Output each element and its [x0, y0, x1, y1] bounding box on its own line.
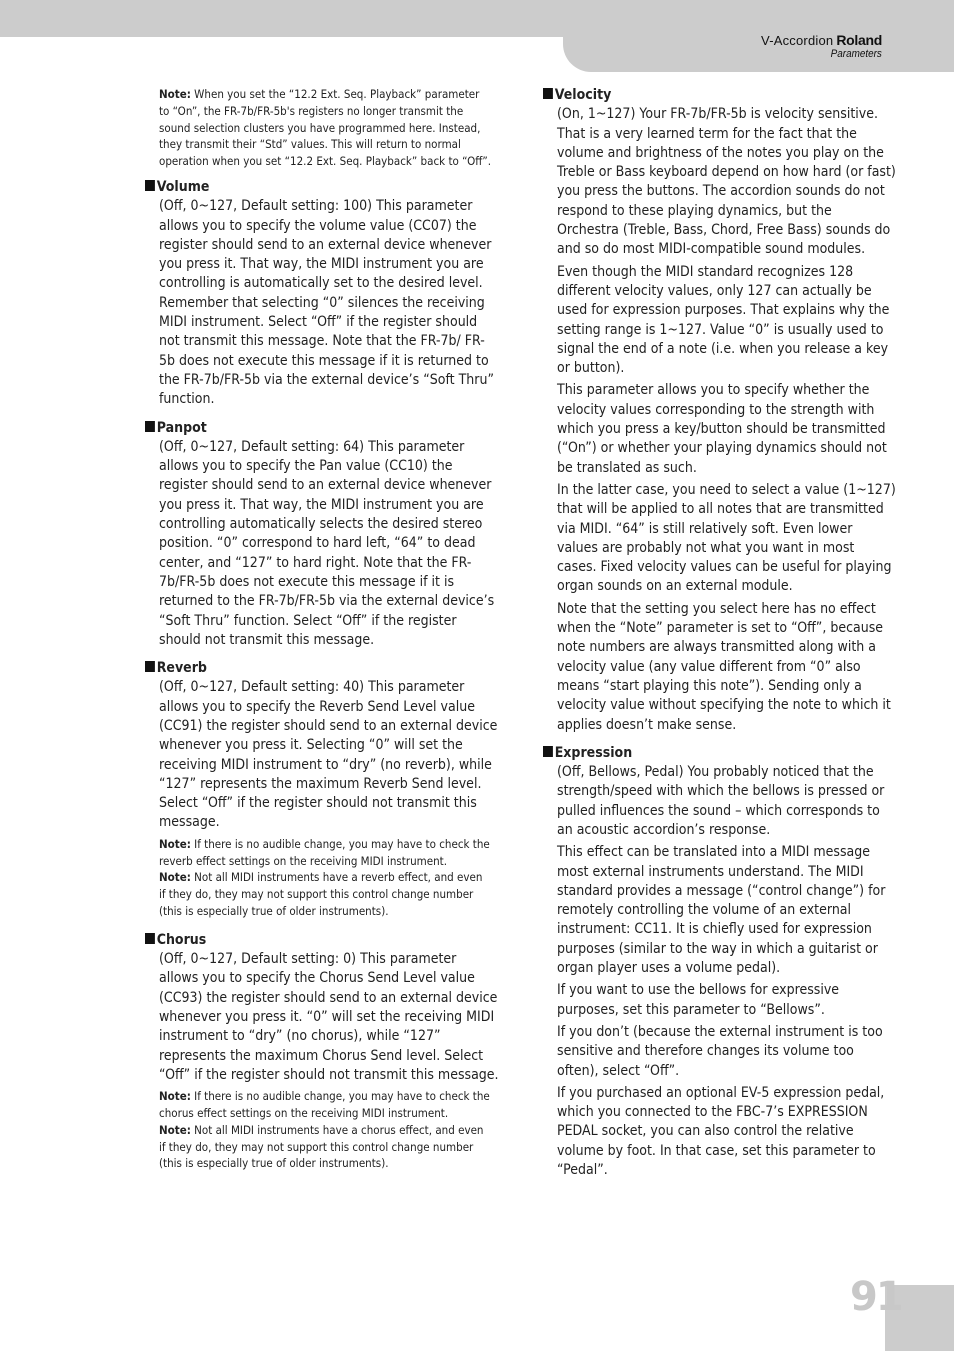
note-label: Note: [159, 1089, 191, 1104]
section-volume [145, 178, 494, 410]
heading-panpot: Panpot [145, 419, 487, 438]
note-text: Not all MIDI instruments have a reverb effect, and even if they do, they may not support this control change number (this is especially true of older instruments). [159, 870, 483, 918]
chorus-notes [145, 1088, 490, 1172]
velocity-paragraph: In the latter case, you need to select a value (1~127) that will be applied to all notes that are transmitted via MIDI. “64” is still relatively soft. Even lower values are probably not what you want in most cases. Fixed velocity values can be useful for playing organ sounds on an external module. [557, 481, 896, 595]
note-text: If there is no audible change, you may have to check the reverb effect settings on the receiving MIDI instrument. [159, 836, 490, 868]
section-chorus [145, 931, 499, 1085]
velocity-paragraph: This parameter allows you to specify whether the velocity values corresponding to the strength with which you press a key/button should be transmitted (“On”) or whether your playing dynamics should not be translated as such. [557, 382, 887, 476]
volume-text: (Off, 0~127, Default setting: 100) This parameter allows you to specify the volume value (CC07) the register should send to an external device whenever you press it. That way, the MIDI instrument you are controlling is automatically set to the desired level. Remember that selecting “0” silences the receiving MIDI instrument. Select “Off” if the register should not transmit this message. Note that the FR-7b/ FR-5b does not execute this message if it is returned to the FR-7b/FR-5b via the external device’s “Soft Thru” function. [159, 198, 494, 408]
note-text: Not all MIDI instruments have a chorus effect, and even if they do, they may not support this control change number (this is especially true of older instruments). [159, 1122, 484, 1171]
heading-velocity: Velocity [543, 86, 885, 105]
expression-paragraph: If you don’t (because the external instrument is too sensitive and therefore changes its volume too often), select “Off”. [557, 1023, 883, 1079]
intro-note [145, 86, 490, 170]
square-bullet-icon [543, 88, 553, 99]
header-tab [563, 0, 954, 72]
square-bullet-icon [145, 933, 155, 944]
note-label: Note: [159, 870, 191, 885]
heading-volume: Volume [145, 178, 487, 197]
note-label: Note: [159, 87, 191, 101]
reverb-notes [145, 836, 490, 920]
velocity-paragraph: (On, 1~127) Your FR-7b/FR-5b is velocity sensitive. That is a very learned term for the fact that the volume and brightness of the notes you play on the Treble or Bass keyboard depend on how hard (or fast) you press the buttons. The accordion sounds do not respond to these playing dynamics, but the Orchestra (Treble, Bass, Chord, Free Bass) sounds do and so do most MIDI-compatible sound modules. [557, 106, 896, 258]
brand-logo: Roland [836, 32, 882, 48]
square-bullet-icon [145, 421, 155, 432]
expression-paragraph: This effect can be translated into a MIDI message most external instruments understand. The MIDI standard provides a message (“control change”) for remotely controlling the volume of an external instrument: CC11. It is chiefly used for expression purposes (similar to the way in which a guitarist or organ player uses a volume pedal). [557, 844, 886, 977]
heading-expression: Expression [543, 744, 885, 763]
square-bullet-icon [145, 661, 155, 672]
reverb-text: (Off, 0~127, Default setting: 40) This parameter allows you to specify the Reverb Send Level value (CC91) the register should send to an external device whenever you press it. Selecting “0” will set the receiving MIDI instrument to “dry” (no reverb), while “127” represents the maximum Reverb Send level. Select “Off” if the register should not transmit this message. [159, 679, 498, 831]
velocity-paragraph: Even though the MIDI standard recognizes 128 different velocity values, only 127 can actually be used for expression purposes. That explains why the setting range is 1~127. Value “0” is usually used to signal the end of a note (i.e. when you release a key or button). [557, 263, 890, 377]
section-expression [543, 744, 888, 1181]
expression-paragraph: (Off, Bellows, Pedal) You probably noticed that the strength/speed with which the bellows is pressed or pulled influences the sound – which corresponds to an acoustic accordion’s response. [557, 764, 885, 838]
square-bullet-icon [145, 180, 155, 191]
heading-chorus: Chorus [145, 931, 487, 950]
chorus-text: (Off, 0~127, Default setting: 0) This parameter allows you to specify the Chorus Send Level value (CC93) the register should send to an external device whenever you press it. “0” will set the receiving MIDI instrument to “dry” (no chorus), while “127” represents the maximum Chorus Send level. Select “Off” if the register should not transmit this message. [159, 951, 499, 1083]
note-label: Note: [159, 836, 191, 851]
square-bullet-icon [543, 746, 553, 757]
header-brand [761, 32, 882, 48]
section-reverb [145, 659, 498, 833]
left-column [145, 86, 499, 1183]
note-text: If there is no audible change, you may have to check the chorus effect settings on the receiving MIDI instrument. [159, 1089, 490, 1120]
expression-paragraph: If you purchased an optional EV-5 expression pedal, which you connected to the FBC-7’s EXPRESSION PEDAL socket, you can also control the relative volume by foot. In that case, set this parameter to “Pedal”. [557, 1084, 885, 1179]
product-name: V-Accordion [761, 33, 834, 48]
section-panpot [145, 419, 495, 651]
right-column [543, 86, 896, 1189]
note-label: Note: [159, 1122, 191, 1137]
velocity-paragraph: Note that the setting you select here has no effect when the “Note” parameter is set to “Off”, because note numbers are always transmitted along with a velocity value (any value different from “0” also means “start playing this note”). Sending only a velocity value without specifying the note to which it applies doesn’t make sense. [557, 600, 891, 733]
note-text: When you set the “12.2 Ext. Seq. Playback” parameter to “On”, the FR-7b/FR-5b's registers no longer transmit the sound selection clusters you have programmed here. Instead, they transmit their “Std” values. This will return to normal operation when you set “12.2 Ext. Seq. Playback” back to “Off”. [159, 87, 492, 169]
panpot-text: (Off, 0~127, Default setting: 64) This parameter allows you to specify the Pan value (CC10) the register should send to an external device whenever you press it. That way, the MIDI instrument you are controlling automatically selects the desired stereo position. “0” correspond to hard left, “64” to dead center, and “127” to hard right. Note that the FR-7b/FR-5b does not execute this message if it is returned to the FR-7b/FR-5b via the external device’s “Soft Thru” function. Select “Off” if the register should not transmit this message. [159, 438, 495, 648]
heading-reverb: Reverb [145, 659, 487, 678]
section-velocity [543, 86, 896, 735]
expression-paragraph: If you want to use the bellows for expressive purposes, set this parameter to “Bellows”. [557, 982, 840, 1018]
section-title: Parameters [830, 48, 882, 60]
page-number: 91 [850, 1274, 902, 1320]
